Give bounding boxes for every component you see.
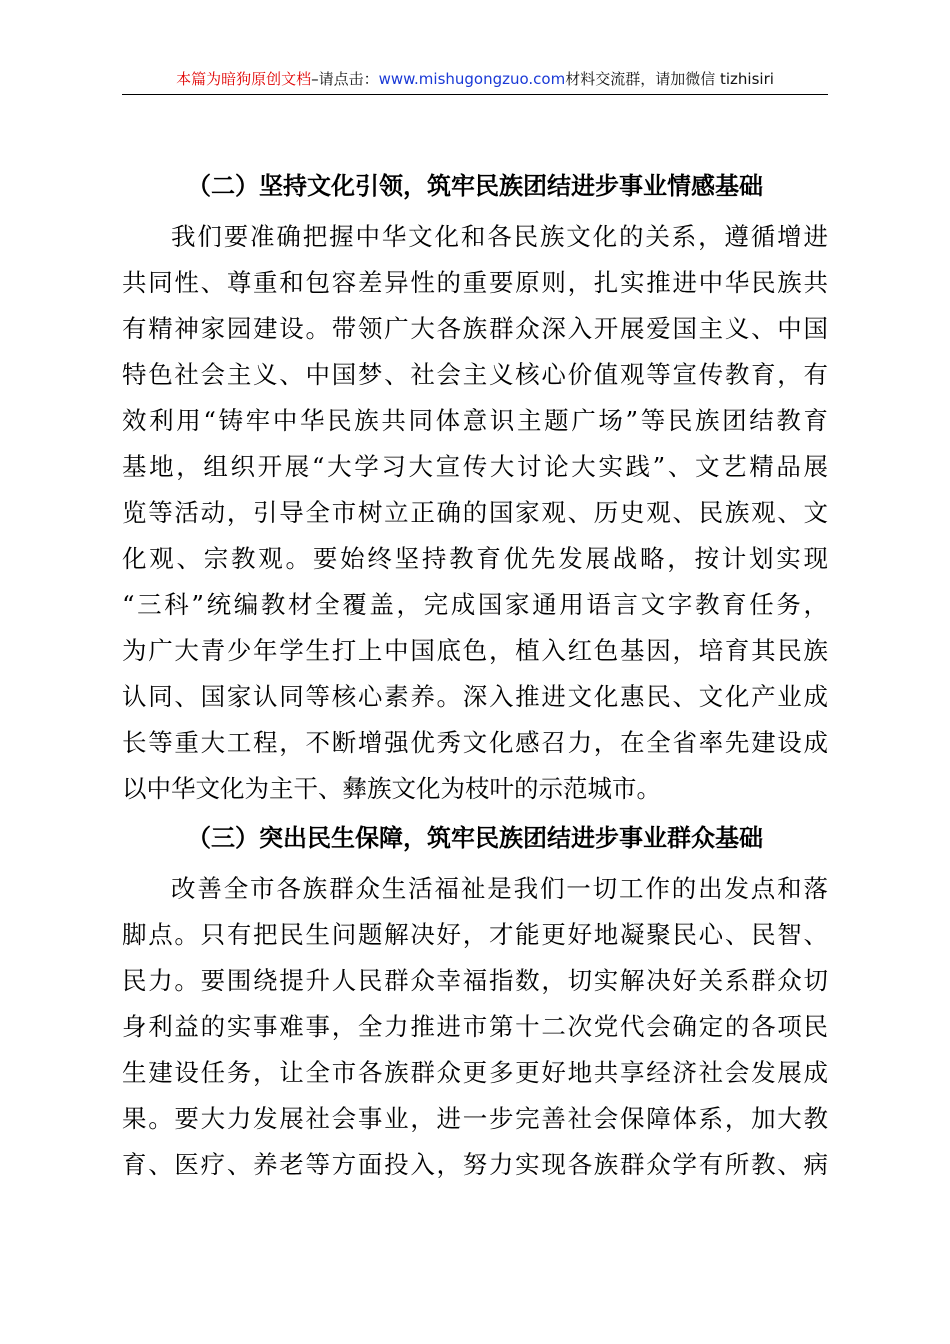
paragraph-line: 身利益的实事难事，全力推进市第十二次党代会确定的各项民	[122, 1012, 828, 1041]
paragraph-line: 认同、国家认同等核心素养。深入推进文化惠民、文化产业成	[122, 682, 828, 711]
paragraph-line: 基地，组织开展“大学习大宣传大讨论大实践”、文艺精品展	[122, 452, 828, 481]
paragraph-line: 生建设任务，让全市各族群众更多更好地共享经济社会发展成	[122, 1058, 828, 1087]
paragraph-line: 脚点。只有把民生问题解决好，才能更好地凝聚民心、民智、	[122, 920, 828, 949]
paragraph-line: 效利用“铸牢中华民族共同体意识主题广场”等民族团结教育	[122, 406, 828, 435]
header-website-link[interactable]: www.mishugongzuo.com	[378, 70, 566, 88]
paragraph-line: 化观、宗教观。要始终坚持教育优先发展战略，按计划实现	[122, 544, 828, 573]
header-source-note: 本篇为暗狗原创文档	[176, 70, 312, 88]
paragraph-line: 特色社会主义、中国梦、社会主义核心价值观等宣传教育，有	[122, 360, 828, 389]
paragraph-line: 果。要大力发展社会事业，进一步完善社会保障体系，加大教	[122, 1104, 828, 1133]
document-body	[122, 168, 828, 1188]
paragraph-line: 为广大青少年学生打上中国底色，植入红色基因，培育其民族	[122, 636, 828, 665]
paragraph-line: “三科”统编教材全覆盖，完成国家通用语言文字教育任务，	[122, 590, 828, 619]
header-click-prompt: –请点击：	[311, 70, 379, 88]
paragraph-line: 览等活动，引导全市树立正确的国家观、历史观、民族观、文	[122, 498, 828, 527]
paragraph-line: 长等重大工程，不断增强优秀文化感召力，在全省率先建设成	[122, 728, 828, 757]
section-3-heading: （三）突出民生保障，筑牢民族团结进步事业群众基础	[187, 824, 763, 852]
header-contact-note: 材料交流群，请加微信 tizhisiri	[565, 70, 774, 88]
paragraph-line: 改善全市各族群众生活福祉是我们一切工作的出发点和落	[171, 874, 828, 903]
paragraph-line: 共同性、尊重和包容差异性的重要原则，扎实推进中华民族共	[122, 268, 828, 297]
section-2-heading: （二）坚持文化引领，筑牢民族团结进步事业情感基础	[187, 172, 763, 200]
section-2-paragraph	[122, 214, 828, 812]
paragraph-line: 民力。要围绕提升人民群众幸福指数，切实解决好关系群众切	[122, 966, 828, 995]
page-header	[122, 68, 828, 95]
section-3-paragraph	[122, 866, 828, 1188]
paragraph-line: 育、医疗、养老等方面投入，努力实现各族群众学有所教、病	[122, 1150, 828, 1179]
paragraph-line: 我们要准确把握中华文化和各民族文化的关系，遵循增进	[171, 222, 828, 251]
paragraph-line: 有精神家园建设。带领广大各族群众深入开展爱国主义、中国	[122, 314, 828, 343]
paragraph-line: 以中华文化为主干、彝族文化为枝叶的示范城市。	[122, 774, 661, 803]
